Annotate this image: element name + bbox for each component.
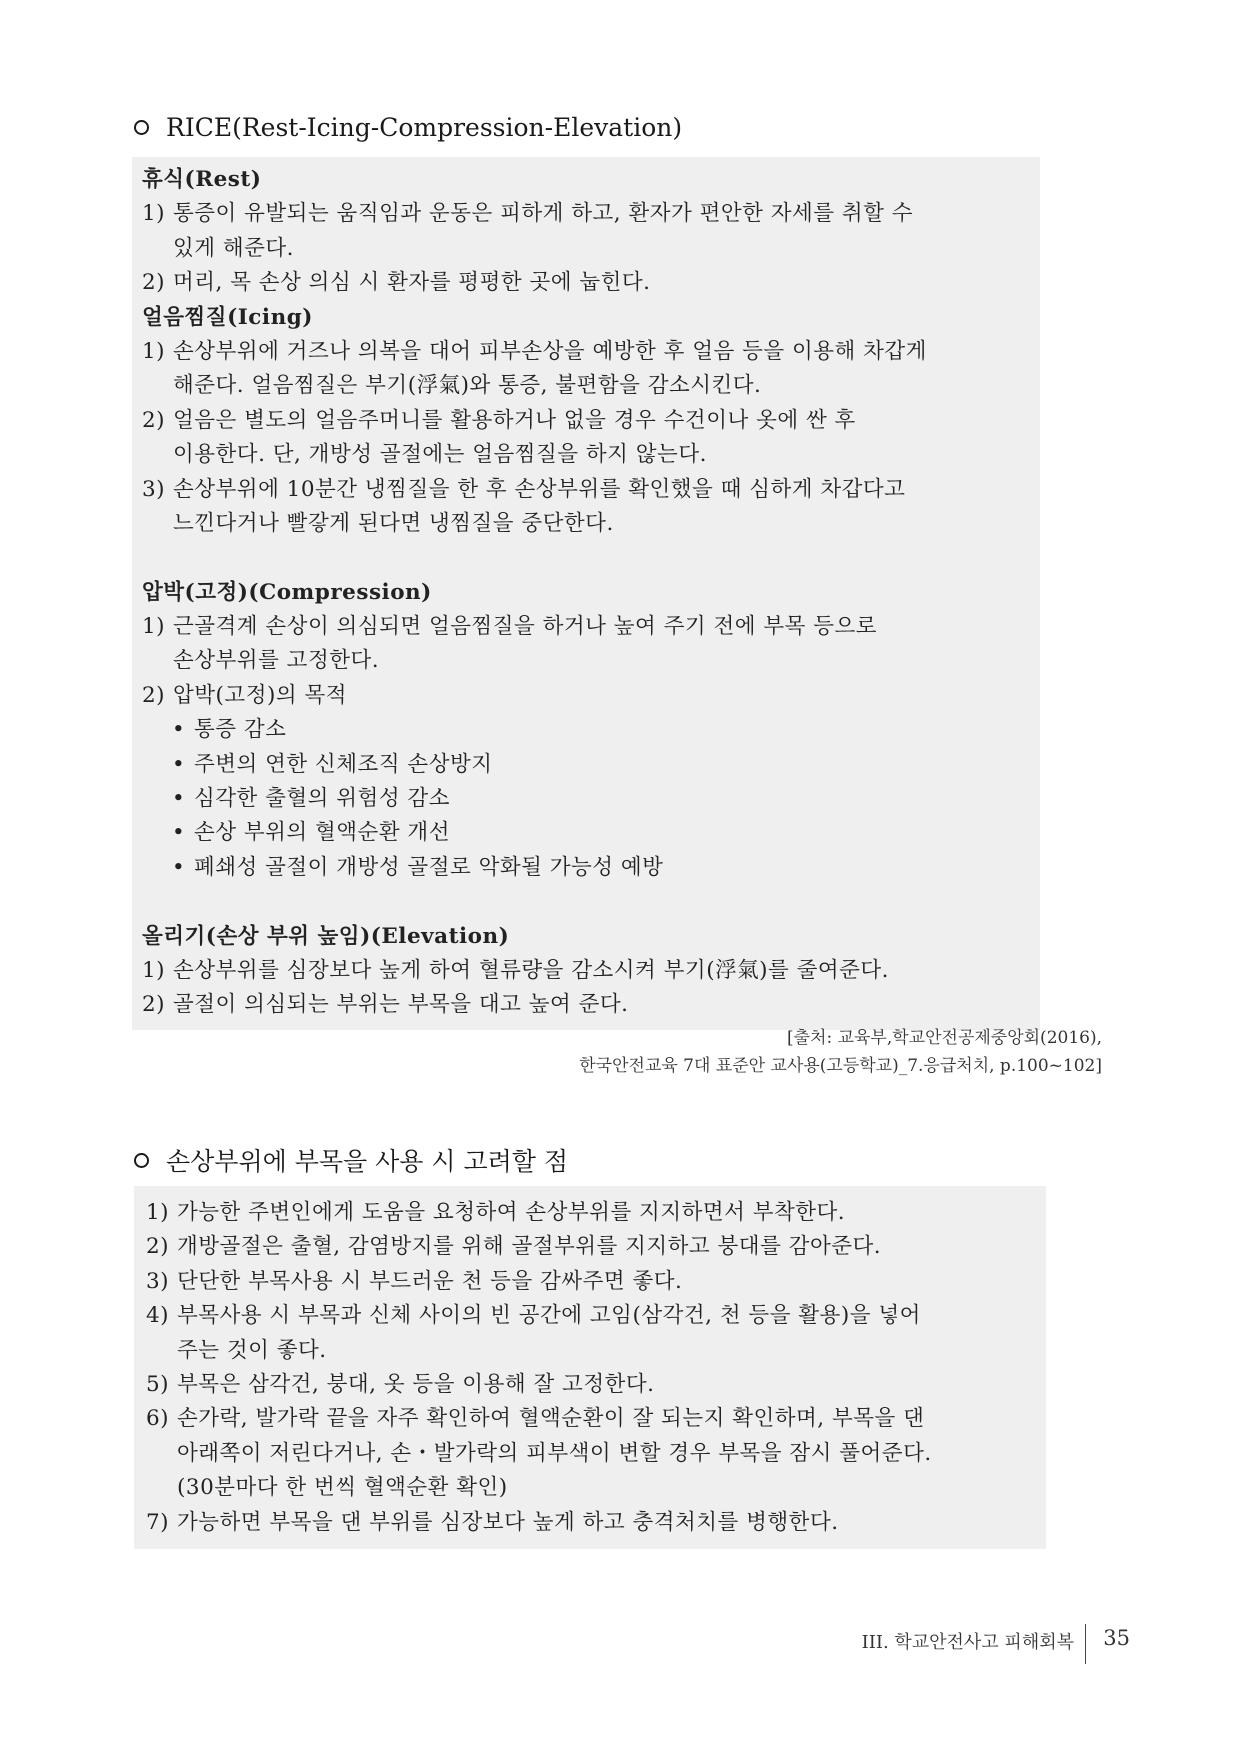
subheading-elevation: 올리기(손상 부위 높임)(Elevation) — [142, 923, 510, 949]
bullet-text: 폐쇄성 골절이 개방성 골절로 악화될 가능성 예방 — [194, 854, 664, 880]
item-number: 2) — [142, 270, 166, 296]
bullet-text: 손상 부위의 혈액순환 개선 — [194, 820, 450, 846]
list-item — [142, 404, 1040, 438]
list-item — [142, 610, 1040, 644]
spacer — [142, 541, 1040, 575]
list-item — [142, 954, 1040, 988]
rice-content-box — [132, 157, 1040, 1030]
item-number: 2) — [146, 1234, 170, 1260]
bullet-dot-icon: • — [172, 786, 186, 812]
bullet-text: 심각한 출혈의 위험성 감소 — [194, 786, 450, 812]
item-text: 단단한 부목사용 시 부드러운 천 등을 감싸주면 좋다. — [177, 1268, 683, 1294]
item-text: 손상부위에 거즈나 의복을 대어 피부손상을 예방한 후 얼음 등을 이용해 차갑게 — [173, 338, 927, 364]
bullet-text: 주변의 연한 신체조직 손상방지 — [194, 751, 493, 777]
citation — [579, 1024, 1102, 1080]
section-heading-splint — [134, 1142, 568, 1178]
subheading-rest: 휴식(Rest) — [142, 167, 262, 192]
bullet-dot-icon: • — [172, 854, 186, 880]
bullet-item — [142, 816, 1040, 850]
list-item-continuation: 주는 것이 좋다. — [177, 1337, 327, 1363]
item-text: 압박(고정)의 목적 — [173, 682, 347, 708]
list-item — [142, 473, 1040, 507]
item-number: 1) — [142, 201, 166, 227]
bullet-item — [142, 851, 1040, 885]
item-text: 부목사용 시 부목과 신체 사이의 빈 공간에 고임(삼각건, 천 등을 활용)을 넣어 — [177, 1303, 921, 1329]
bullet-item — [142, 713, 1040, 747]
item-number: 5) — [146, 1371, 170, 1397]
item-text: 가능한 주변인에게 도움을 요청하여 손상부위를 지지하면서 부착한다. — [177, 1200, 846, 1225]
circle-bullet-icon — [134, 1153, 149, 1168]
list-item-continuation: 이용한다. 단, 개방성 골절에는 얼음찜질을 하지 않는다. — [173, 442, 707, 468]
item-number: 2) — [142, 682, 166, 708]
footer-divider — [1085, 1624, 1087, 1664]
footer-chapter: III. 학교안전사고 피해회복 — [861, 1632, 1074, 1653]
item-number: 3) — [142, 476, 166, 502]
subheading-icing: 얼음찜질(Icing) — [142, 304, 313, 330]
item-number: 1) — [142, 957, 166, 983]
citation-line: 한국안전교육 7대 표준안 교사용(고등학교)_7.응급처치, p.100~102] — [579, 1056, 1102, 1076]
spacer — [142, 885, 1040, 919]
bullet-dot-icon: • — [172, 751, 186, 777]
bullet-dot-icon: • — [172, 820, 186, 846]
list-item — [142, 266, 1040, 300]
list-item — [146, 1265, 1046, 1299]
list-item-continuation: 있게 해준다. — [173, 235, 295, 261]
item-number: 1) — [142, 338, 166, 364]
item-number: 1) — [146, 1200, 170, 1225]
item-number: 4) — [146, 1303, 170, 1329]
item-text: 근골격계 손상이 의심되면 얼음찜질을 하거나 높여 주기 전에 부목 등으로 — [173, 614, 878, 640]
list-item-continuation: (30분마다 한 번씩 혈액순환 확인) — [177, 1475, 508, 1501]
list-item — [142, 197, 1040, 231]
list-item — [142, 679, 1040, 713]
list-item-continuation: 해준다. 얼음찜질은 부기(浮氣)와 통증, 불편함을 감소시킨다. — [173, 373, 762, 399]
item-text: 부목은 삼각건, 붕대, 옷 등을 이용해 잘 고정한다. — [177, 1371, 655, 1397]
heading-text: 손상부위에 부목을 사용 시 고려할 점 — [166, 1147, 568, 1176]
list-item — [146, 1368, 1046, 1402]
section-heading-rice — [134, 113, 682, 142]
heading-text: RICE(Rest-Icing-Compression-Elevation) — [166, 113, 683, 142]
item-number: 2) — [142, 992, 166, 1018]
splint-content-box — [134, 1186, 1046, 1549]
citation-line: [출처: 교육부,학교안전공제중앙회(2016), — [786, 1028, 1102, 1048]
list-item — [146, 1196, 1046, 1230]
list-item — [146, 1506, 1046, 1540]
item-number: 2) — [142, 407, 166, 433]
circle-bullet-icon — [134, 120, 149, 135]
item-text: 통증이 유발되는 움직임과 운동은 피하게 하고, 환자가 편안한 자세를 취할 수 — [173, 201, 914, 227]
page-number: 35 — [1103, 1626, 1130, 1650]
item-number: 7) — [146, 1509, 170, 1535]
item-text: 얼음은 별도의 얼음주머니를 활용하거나 없을 경우 수건이나 옷에 싼 후 — [173, 407, 856, 433]
list-item-continuation: 느낀다거나 빨갛게 된다면 냉찜질을 중단한다. — [173, 510, 614, 536]
item-text: 손상부위를 심장보다 높게 하여 혈류량을 감소시켜 부기(浮氣)를 줄여준다. — [173, 957, 889, 983]
item-text: 머리, 목 손상 의심 시 환자를 평평한 곳에 눕힌다. — [173, 270, 651, 296]
item-text: 가능하면 부목을 댄 부위를 심장보다 높게 하고 충격처치를 병행한다. — [177, 1509, 839, 1535]
item-number: 1) — [142, 614, 166, 640]
bullet-dot-icon: • — [172, 717, 186, 743]
bullet-item — [142, 748, 1040, 782]
subheading-compression: 압박(고정)(Compression) — [142, 579, 432, 605]
bullet-text: 통증 감소 — [194, 717, 287, 743]
list-item-continuation: 아래쪽이 저린다거나, 손・발가락의 피부색이 변할 경우 부목을 잠시 풀어준다. — [177, 1440, 932, 1466]
page-footer — [800, 1624, 1140, 1664]
list-item-continuation: 손상부위를 고정한다. — [173, 648, 380, 674]
list-item — [142, 988, 1040, 1022]
item-text: 골절이 의심되는 부위는 부목을 대고 높여 준다. — [173, 992, 629, 1018]
list-item — [146, 1230, 1046, 1264]
list-item — [146, 1299, 1046, 1333]
list-item — [142, 335, 1040, 369]
list-item — [146, 1402, 1046, 1436]
item-number: 6) — [146, 1406, 170, 1432]
item-text: 개방골절은 출혈, 감염방지를 위해 골절부위를 지지하고 붕대를 감아준다. — [177, 1234, 882, 1260]
bullet-item — [142, 782, 1040, 816]
item-number: 3) — [146, 1268, 170, 1294]
item-text: 손상부위에 10분간 냉찜질을 한 후 손상부위를 확인했을 때 심하게 차갑다고 — [173, 476, 906, 502]
item-text: 손가락, 발가락 끝을 자주 확인하여 혈액순환이 잘 되는지 확인하며, 부목을 댄 — [177, 1406, 925, 1432]
